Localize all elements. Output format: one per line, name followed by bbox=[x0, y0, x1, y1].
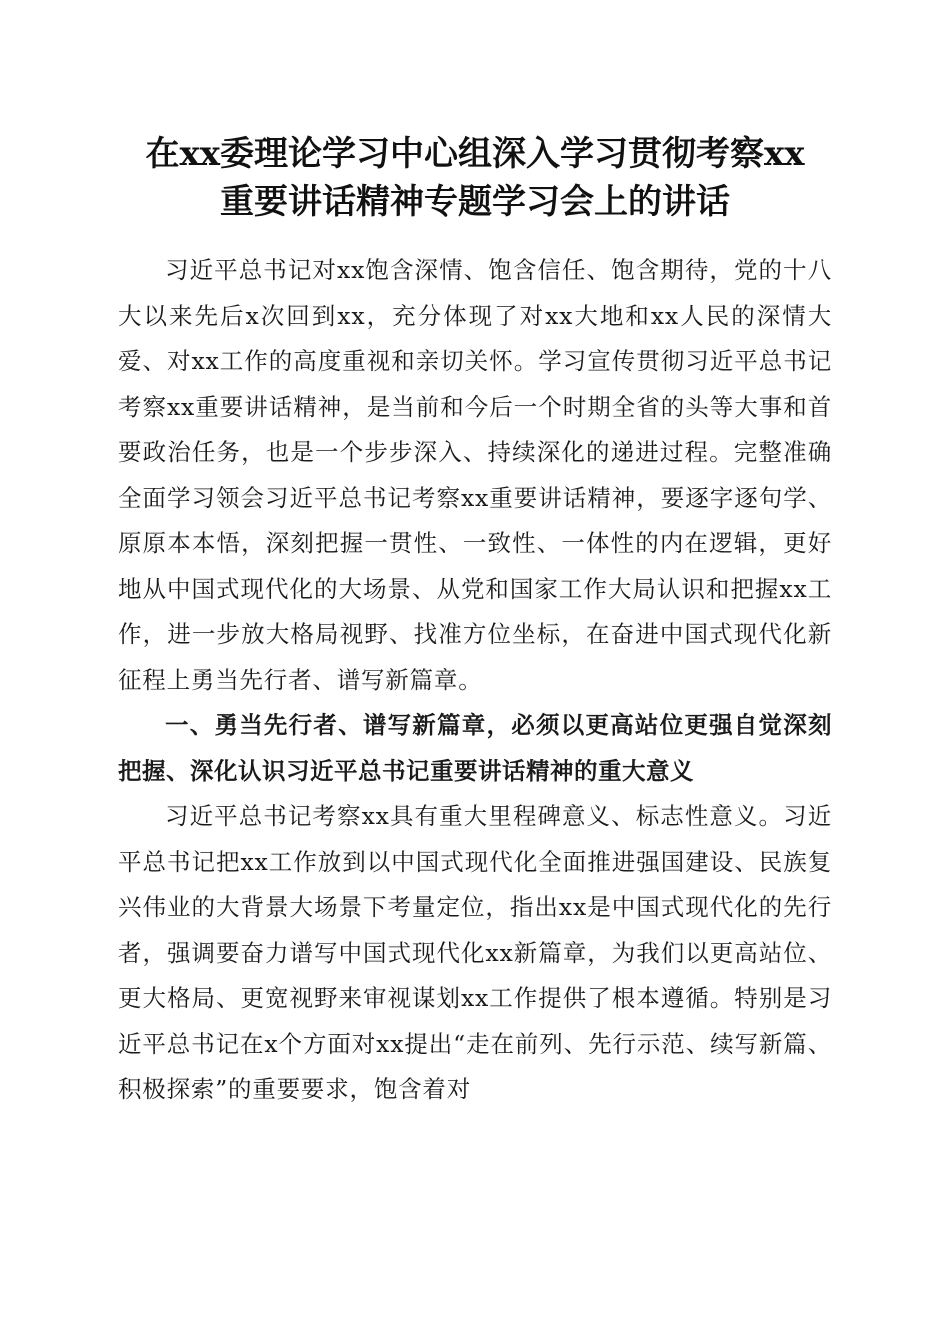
body-paragraph: 习近平总书记考察xx具有重大里程碑意义、标志性意义。习近平总书记把xx工作放到以中国式现代化全面推进强国建设、民族复兴伟业的大背景大场景下考量定位，指出xx是中国式现代化的先行者，强调要奋力谱写中国式现代化xx新篇章，为我们以更高站位、更大格局、更宽视野来审视谋划xx工作提供了根本遵循。特别是习近平总书记在x个方面对xx提出“走在前列、先行示范、续写新篇、积极探索”的重要要求，饱含着对 bbox=[118, 802, 832, 1103]
section-heading: 一、勇当先行者、谱写新篇章，必须以更高站位更强自觉深刻把握、深化认识习近平总书记重要讲话精神的重大意义 bbox=[118, 711, 832, 785]
title-line-1: 在xx委理论学习中心组深入学习贯彻考察xx bbox=[145, 134, 805, 174]
body-paragraph: 习近平总书记对xx饱含深情、饱含信任、饱含期待，党的十八大以来先后x次回到xx，充分体现了对xx大地和xx人民的深情大爱、对xx工作的高度重视和亲切关怀。学习宣传贯彻习近平总书记考察xx重要讲话精神，是当前和今后一个时期全省的头等大事和首要政治任务，也是一个步步深入、持续深化的递进过程。完整准确全面学习领会习近平总书记考察xx重要讲话精神，要逐字逐句学、原原本本悟，深刻把握一贯性、一致性、一体性的内在逻辑，更好地从中国式现代化的大场景、从党和国家工作大局认识和把握xx工作，进一步放大格局视野、找准方位坐标，在奋进中国式现代化新征程上勇当先行者、谱写新篇章。 bbox=[118, 256, 832, 694]
document-body bbox=[118, 248, 832, 1113]
title-line-2: 重要讲话精神专题学习会上的讲话 bbox=[220, 182, 730, 222]
document-title bbox=[110, 130, 840, 226]
